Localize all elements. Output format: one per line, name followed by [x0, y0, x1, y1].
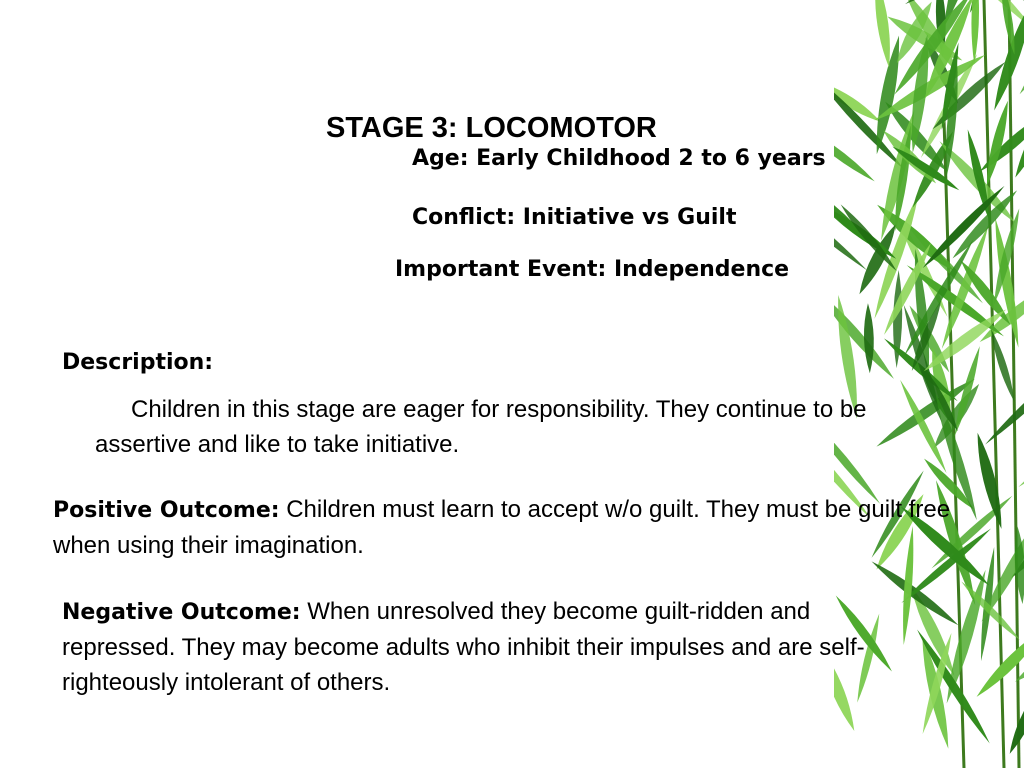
description-text: Children in this stage are eager for responsibility. They continue to be assertive and like to take initiative. — [95, 396, 867, 458]
important-event-line: Important Event: Independence — [395, 257, 790, 282]
negative-outcome-text: When unresolved they become guilt-ridden and repressed. They may become adults who inhibit their impulses and are self-righteously intolerant of others. — [62, 598, 865, 696]
slide-title: STAGE 3: LOCOMOTOR — [326, 112, 657, 144]
negative-outcome — [62, 594, 922, 700]
description-label: Description: — [62, 350, 214, 375]
age-line: Age: Early Childhood 2 to 6 years — [412, 146, 826, 171]
conflict-line: Conflict: Initiative vs Guilt — [412, 205, 737, 230]
negative-outcome-label: Negative Outcome: — [62, 600, 301, 625]
positive-outcome-label: Positive Outcome: — [53, 498, 280, 523]
positive-outcome — [53, 492, 993, 563]
positive-outcome-text: Children must learn to accept w/o guilt. They must be guilt free when using their imagination. — [53, 496, 951, 559]
